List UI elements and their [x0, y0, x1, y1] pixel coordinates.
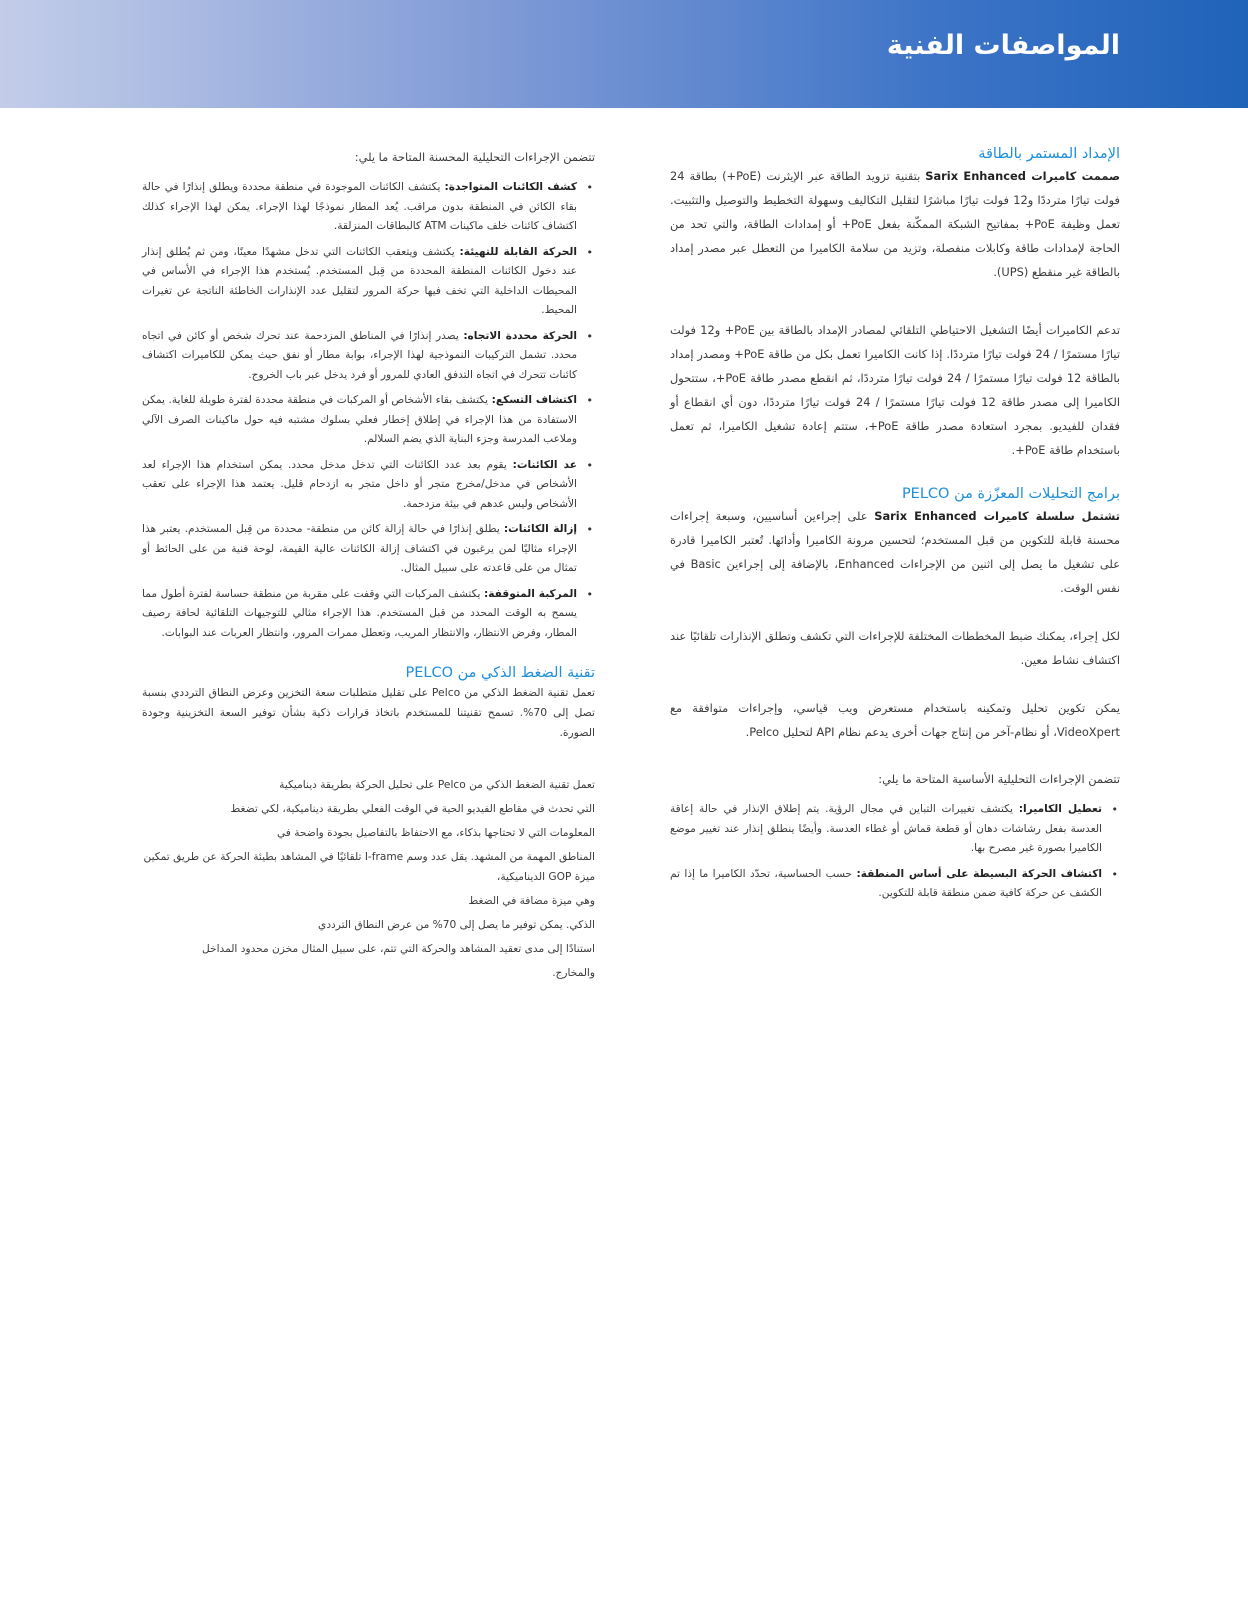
analytics-paragraph-3: يمكن تكوين تحليل وتمكينه باستخدام مستعرض ويب قياسي، وإجراءات متوافقة مع VideoXpert، أو نظام-آخر من إنتاج جهات أخرى يدعم نظام API لتحليل Pelco.: [670, 701, 1120, 739]
list-item: [142, 585, 577, 644]
list-item-text: يقوم بعد عدد الكائنات التي تدخل مدخل محدد. يمكن استخدام هذا الإجراء لعد الأشخاص في مدخل/مخرج متجر أو داخل متجر به ازدحام قليل. يعتمد هذا الإجراء على تعقب الأشخاص وليس عدهم في بيئة مزدحمة.: [142, 458, 577, 510]
list-item-text: يطلق إنذارًا في حالة إزالة كائن من منطقة- محددة من قِبل المستخدم. يعتبر هذا الإجراء مثاليًا لمن يرغبون في اكتشاف إزالة الكائنات عالية القيمة، لوحة فنية من على الحائط أو تمثال من على قاعدته على سبيل المثال.: [142, 523, 577, 574]
basic-analytics-list: [670, 800, 1120, 904]
compression-line: التي تحدث في مقاطع الفيديو الحية في الوقت الفعلي بطريقة ديناميكية، لكي تضغط: [230, 803, 595, 815]
list-item: [142, 327, 577, 386]
list-item-label: كشف الكائنات المتواجدة:: [444, 181, 577, 193]
list-item: [142, 391, 577, 450]
analytics-section-title: برامج التحليلات المعزّزة من PELCO: [901, 486, 1120, 502]
compression-line: والمخارج.: [552, 967, 595, 979]
compression-line: المناطق المهمة من المشهد. يقل عدد وسم I-frame تلقائيًا في المشاهد بطيئة الحركة عن طريق تمكين ميزة GOP الديناميكية،: [143, 851, 595, 883]
list-item-label: الحركة محددة الاتجاه:: [463, 329, 577, 342]
list-item-text: يصدر إنذارًا في المناطق المزدحمة عند تحرك شخص أو كائن في اتجاه محدد. تشمل التركيبات النموذجية لهذا الإجراء، بوابة مطار أو نفق حيث يمكن للكاميرات اكتشاف كائنات تتحرك في اتجاه التدفق العادي للمرور أو فرد يدخل عبر باب الخروج.: [142, 329, 577, 381]
analytics-paragraph-1-text: على إجراءين أساسيين، وسبعة إجراءات محسنة قابلة للتكوين من قبل المستخدم؛ لتحسين مرونة الكاميرا وأدائها. تُعتبر الكاميرا قادرة على تشغيل ما يصل إلى اثنين من الإجراءات Enhanced، بالإضافة إلى إجراءين Basic في نفس الوقت.: [670, 509, 1120, 595]
power-section-title: الإمداد المستمر بالطاقة: [978, 146, 1120, 162]
power-paragraph-1-text: بتقنية تزويد الطاقة عبر الإيثرنت (PoE+) بطاقة 24 فولت تيارًا مترددًا و12 فولت تيارًا مباشرًا لتقليل التكاليف وسهولة التخطيط والتوصيل والتثبيت. تعمل وظيفة PoE+ بمفاتيح الشبكة الممكّنة بفعل PoE+ أو إمدادات الطاقة، والتي تحد من الحاجة لإمدادات طاقة وكابلات منفصلة، وتزيد من سلامة الكاميرا من التعطل عبر مصدر إمداد بالطاقة غير منقطع (UPS).: [670, 169, 1121, 279]
analytics-paragraph-2: لكل إجراء، يمكنك ضبط المخططات المختلفة للإجراءات التي تكشف وتطلق الإنذارات تلقائيًا عند اكتشاف نشاط معين.: [670, 629, 1120, 667]
list-item: [670, 865, 1102, 904]
list-item: [142, 243, 577, 321]
list-item-text: يكتشف تغييرات التباين في مجال الرؤية. يتم إطلاق الإنذار في حالة إعاقة العدسة بفعل رشاشات دهان أو قطعة قماش أو غطاء العدسة. وأيضًا ينطلق إنذار عند تغيير موضع الكاميرا بصورة غير مصرح بها.: [670, 803, 1102, 854]
list-item-label: المركبة المتوقفة:: [483, 587, 577, 600]
list-item-label: اكتشاف الحركة البسيطة على أساس المنطقة:: [856, 867, 1102, 880]
enhanced-analytics-list: [142, 178, 595, 643]
list-item-label: تعطيل الكاميرا:: [1018, 803, 1102, 815]
compression-line: استنادًا إلى مدى تعقيد المشاهد والحركة التي تتم، على سبيل المثال مخزن محدود المداخل: [202, 943, 595, 955]
list-item-label: إزالة الكائنات:: [503, 523, 577, 535]
left-column: [142, 146, 595, 987]
page-title: المواصفات الفنية: [886, 30, 1120, 61]
header-banner: [0, 0, 1248, 108]
analytics-paragraph-1: [670, 504, 1120, 600]
list-item-text: يكتشف الكائنات الموجودة في منطقة محددة ويطلق إنذارًا في حالة بقاء الكائن في المنطقة بدون مراقب. يُعد المطار نموذجًا لهذا الإجراء. يمكن لهذا الإجراء كذلك اكتشاف كائنات خلف ماكينات ATM كالبطاقات المنزلقة.: [142, 181, 577, 232]
analytics-paragraph-1-bold: تشتمل سلسلة كاميرات Sarix Enhanced: [874, 509, 1120, 523]
list-item: [670, 800, 1102, 859]
compression-line: تعمل تقنية الضغط الذكي من Pelco على تحليل الحركة بطريقة ديناميكية: [279, 779, 595, 791]
power-paragraph-1-bold: صممت كاميرات Sarix Enhanced: [925, 169, 1120, 183]
compression-line: الذكي. يمكن توفير ما يصل إلى 70% من عرض النطاق الترددي: [318, 919, 595, 931]
power-paragraph-1: [670, 164, 1120, 284]
list-item-text: حسب الحساسية، تحدّد الكاميرا ما إذا تم الكشف عن حركة كافية ضمن منطقة قابلة للتكوين.: [670, 867, 1102, 899]
compression-line: المعلومات التي لا تحتاجها بذكاء، مع الاحتفاظ بالتفاصيل بجودة واضحة في: [276, 827, 595, 839]
list-item-text: يكتشف ويتعقب الكائنات التي تدخل مشهدًا معينًا، ومن ثم يُطلق إنذار عند دخول الكائنات المنطقة المحددة من قِبل المستخدم. يُستخدم هذا الإجراء في الأساس في المحيطات الداخلية التي تخف فيها حركة المرور لتقليل عدد الإنذارات الخاطئة الناتجة عن تغيرات المحيط.: [142, 245, 577, 316]
compression-paragraph-1: تعمل تقنية الضغط الذكي من Pelco على تقليل متطلبات سعة التخزين وعرض النطاق الترددي بنسبة تصل إلى 70%. تسمح تقنيتنا للمستخدم باتخاذ قرارات ذكية بشأن توفير السعة التخزينية وجودة الصورة.: [142, 686, 595, 739]
right-column: [670, 146, 1120, 926]
list-item: [142, 178, 577, 237]
list-item-text: يكتشف بقاء الأشخاص أو المركبات في منطقة محددة لفترة طويلة للغاية. يمكن الاستفادة من هذا الإجراء في إطلاق إخطار فعلي بسلوك مشتبه فيه حول ماكينات الصرف الآلي وملاعب المدرسة وجزء البناية الذي يضم السلالم.: [142, 394, 577, 445]
power-paragraph-2: تدعم الكاميرات أيضًا التشغيل الاحتياطي التلقائي لمصادر الإمداد بالطاقة بين PoE+ و12 فولت تيارًا مستمرًا / 24 فولت تيارًا مترددًا. إذا كانت الكاميرا تعمل بكل من طاقة PoE+ ومصدر إمداد بالطاقة 12 فولت تيارًا مستمرًا / 24 فولت تيارًا مترددًا، ثم انقطع مصدر طاقة PoE+، ستتحول الكاميرا إلى مصدر طاقة 12 فولت تيارًا مستمرًا / 24 فولت تيارًا مترددًا، دون أي انقطاع أو فقدان للفيديو. بمجرد استعادة مصدر طاقة PoE+، ستتم إعادة تشغيل الكاميرا، ثم تعمل باستخدام طاقة PoE+.: [670, 323, 1121, 457]
list-item-label: اكتشاف التسكع:: [491, 394, 578, 406]
list-item: [142, 456, 577, 515]
list-item: [142, 520, 577, 579]
enhanced-analytics-intro: تتضمن الإجراءات التحليلية المحسنة المتاحة ما يلي:: [354, 150, 595, 164]
compression-line: وهي ميزة مضافة في الضغط: [468, 895, 595, 907]
list-item-label: عد الكائنات:: [512, 458, 577, 471]
list-item-text: يكتشف المركبات التي وقفت على مقربة من منطقة حساسة لفترة أطول مما يسمح به الوقت المحدد من قبل المستخدم. هذا الإجراء مثالي للتوجيهات التلقائية لحافة رصيف المطار، وفرض الانتظار، والانتظار المريب، وتعطل ممرات المرور، وانتظار العربات عند البوابات.: [142, 587, 577, 639]
basic-analytics-intro: تتضمن الإجراءات التحليلية الأساسية المتاحة ما يلي:: [878, 772, 1120, 786]
list-item-label: الحركة القابلة للتهيئة:: [459, 245, 577, 258]
compression-section-title: تقنية الضغط الذكي من PELCO: [405, 665, 595, 681]
